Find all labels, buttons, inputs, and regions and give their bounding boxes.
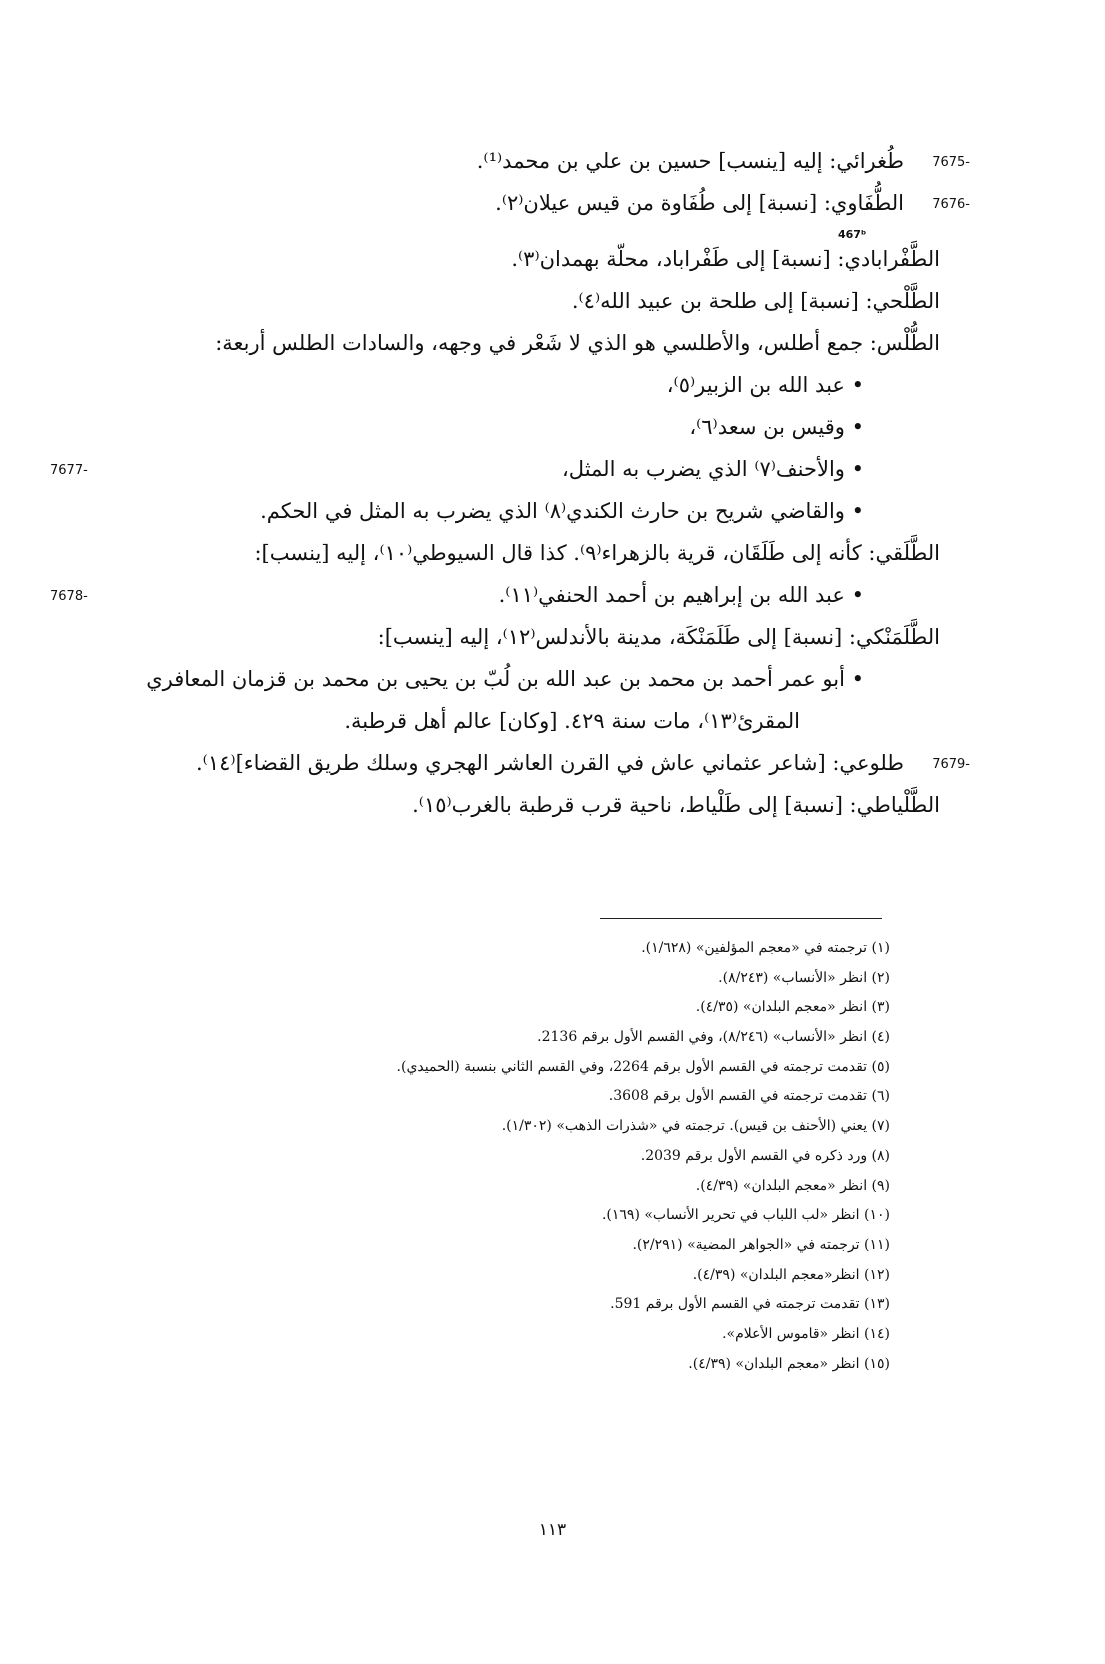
footnote: (٣) انظر «معجم البلدان» (٤/٣٥). [695, 999, 890, 1016]
entry-number: 7679- [932, 757, 970, 772]
entry-text: • والقاضي شريح بن حارث الكندي⁽٨⁾ الذي يضرب به المثل في الحكم. [260, 499, 864, 523]
footnote: (٤) انظر «الأنساب» (٨/٢٤٦)، وفي القسم الأول برقم 2136. [537, 1029, 890, 1046]
entry-text: الطَّلْياطي: [نسبة] إلى طَلْياط، ناحية قرب قرطبة بالغرب⁽١٥⁾. [412, 793, 940, 817]
page-number: ١١٣ [538, 1520, 567, 1540]
entry-line [110, 742, 970, 784]
entry-text: • عبد الله بن إبراهيم بن أحمد الحنفي⁽١١⁾. [498, 583, 864, 607]
entry-text: الطَّلَمَنْكي: [نسبة] إلى طَلَمَنْكَة، مدينة بالأندلس⁽١٢⁾، إليه [ينسب]: [377, 625, 940, 649]
entry-text: • والأحنف⁽٧⁾ الذي يضرب به المثل، [562, 457, 864, 481]
entry-line [110, 364, 940, 406]
footnotes [200, 934, 890, 1379]
entry-text: الطَّلْحي: [نسبة] إلى طلحة بن عبيد الله⁽٤⁾. [571, 289, 940, 313]
entry-text: طُغرائي: إليه [ينسب] حسين بن علي بن محمد⁽¹⁾. [476, 149, 904, 173]
footnote: (١٠) انظر «لب اللباب في تحرير الأنساب» (١٦٩). [601, 1207, 890, 1224]
entry-text: • وقيس بن سعد⁽٦⁾، [689, 415, 864, 439]
footnote: (٨) ورد ذكره في القسم الأول برقم 2039. [640, 1147, 890, 1164]
entry-line [110, 280, 940, 322]
entry-line [50, 574, 940, 616]
entry-text: • أبو عمر أحمد بن محمد بن عبد الله بن لُبّ بن يحيى بن محمد بن قزمان المعافري [146, 667, 864, 691]
footnote: (١١) ترجمته في «الجواهر المضية» (٢/٢٩١). [632, 1236, 890, 1253]
entry-number: 7677- [50, 463, 88, 478]
footnote-separator [600, 918, 882, 919]
entry-line [110, 784, 940, 826]
footnote: (١٤) انظر «قاموس الأعلام». [722, 1325, 890, 1342]
entry-line [110, 238, 940, 280]
entry-line [110, 406, 940, 448]
footnote: (١٣) تقدمت ترجمته في القسم الأول برقم 591. [610, 1296, 890, 1313]
entry-line [110, 490, 940, 532]
entry-text: • عبد الله بن الزبير⁽٥⁾، [666, 373, 864, 397]
entry-line [110, 532, 940, 574]
entry-text: طلوعي: [شاعر عثماني عاش في القرن العاشر الهجري وسلك طريق القضاء]⁽١٤⁾. [196, 751, 904, 775]
entry-number: 7678- [50, 589, 88, 604]
entry-text: الطَّلَقي: كأنه إلى طَلَقَان، قرية بالزهراء⁽٩⁾. كذا قال السيوطي⁽١٠⁾، إليه [ينسب]: [254, 541, 940, 565]
page-marker: 467ᵇ [838, 228, 867, 241]
footnote: (١٢) انظر«معجم البلدان» (٤/٣٩). [692, 1266, 890, 1283]
entry-line [110, 700, 940, 742]
footnote: (٢) انظر «الأنساب» (٨/٢٤٣). [718, 969, 890, 986]
entry-text: الطَّفْرابادي: [نسبة] إلى طَفْراباد، محلّة بهمدان⁽٣⁾. [511, 247, 940, 271]
entry-number: 7676- [932, 197, 970, 212]
footnote: (١٥) انظر «معجم البلدان» (٤/٣٩). [688, 1355, 890, 1372]
main-text [50, 140, 970, 826]
entry-text: المقرئ⁽١٣⁾، مات سنة ٤٢٩. [وكان] عالم أهل قرطبة. [344, 709, 800, 733]
entry-text: الطُّلْس: جمع أطلس، والأطلسي هو الذي لا شَعْر في وجهه، والسادات الطلس أربعة: [215, 331, 940, 355]
entry-text: الطُّفَاوي: [نسبة] إلى طُفَاوة من قيس عيلان⁽٢⁾. [495, 191, 904, 215]
entry-line [110, 322, 940, 364]
entry-line [110, 140, 970, 182]
entry-line [110, 658, 940, 700]
footnote: (٧) يعني (الأحنف بن قيس). ترجمته في «شذرات الذهب» (١/٣٠٢). [501, 1118, 890, 1135]
footnote: (١) ترجمته في «معجم المؤلفين» (١/٦٢٨). [641, 940, 890, 956]
footnote: (٩) انظر «معجم البلدان» (٤/٣٩). [695, 1177, 890, 1194]
entry-line [50, 448, 940, 490]
entry-number: 7675- [932, 155, 970, 170]
entry-line [110, 182, 970, 224]
entry-line [110, 616, 940, 658]
footnote: (٥) تقدمت ترجمته في القسم الأول برقم 2264، وفي القسم الثاني بنسبة (الحميدي). [396, 1058, 890, 1075]
footnote: (٦) تقدمت ترجمته في القسم الأول برقم 3608. [608, 1088, 890, 1105]
